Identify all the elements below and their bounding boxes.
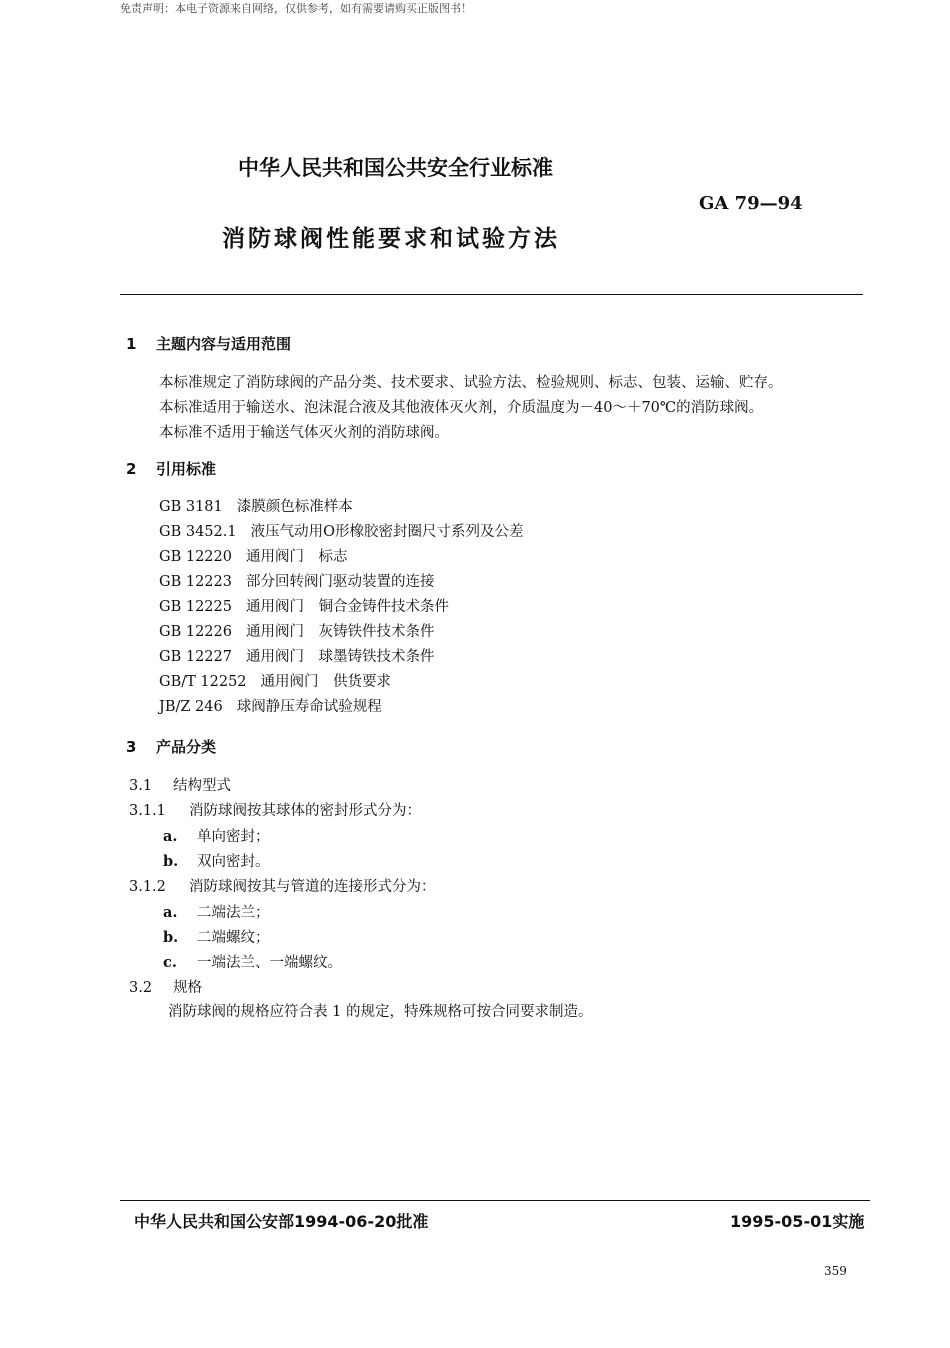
standard-class: 中华人民共和国公共安全行业标准 [238, 156, 553, 180]
list-item [163, 901, 270, 922]
subsection-3-2-text: 消防球阀的规格应符合表 1 的规定，特殊规格可按合同要求制造。 [168, 1004, 593, 1020]
list-item-text: 单向密封； [197, 829, 270, 845]
subsection-3-1-number: 3.1 [129, 778, 153, 794]
reference-title: 通用阀门 铜合金铸件技术条件 [245, 599, 449, 615]
reference-item [159, 495, 353, 516]
section-1-paragraph-2: 本标准适用于输送水、泡沫混合液及其他液体灭火剂，介质温度为－40～＋70℃的消防球阀。 [159, 400, 764, 416]
reference-item [159, 595, 449, 616]
section-3-title: 产品分类 [156, 738, 217, 756]
list-item [163, 850, 270, 871]
reference-title: 通用阀门 灰铸铁件技术条件 [245, 624, 435, 640]
list-item-text: 一端法兰、一端螺纹。 [197, 955, 342, 971]
section-2-heading [126, 458, 216, 479]
list-item [163, 926, 270, 947]
reference-code: GB/T 12252 [159, 674, 247, 690]
reference-code: GB 12220 [159, 549, 232, 565]
subsection-3-1-2-number: 3.1.2 [129, 879, 166, 895]
list-item-label: c. [163, 954, 177, 971]
section-3-heading [126, 736, 216, 757]
reference-item [159, 670, 391, 691]
reference-item [159, 695, 382, 716]
page-title: 消防球阀性能要求和试验方法 [222, 226, 560, 252]
subsection-3-1-2 [129, 875, 436, 896]
reference-code: GB 12223 [159, 574, 232, 590]
subsection-3-2-title: 规格 [173, 980, 202, 996]
standard-number: GA 79—94 [699, 193, 803, 214]
reference-item [159, 570, 434, 591]
list-item-text: 二端法兰； [197, 905, 270, 921]
reference-code: GB 12227 [159, 649, 232, 665]
subsection-3-1-1 [129, 799, 421, 820]
list-item-label: a. [163, 904, 178, 921]
subsection-3-1-1-text: 消防球阀按其球体的密封形式分为： [189, 803, 421, 819]
reference-title: 通用阀门 供货要求 [260, 674, 392, 690]
reference-title: 部分回转阀门驱动装置的连接 [245, 574, 435, 590]
section-1-paragraph-3: 本标准不适用于输送气体灭火剂的消防球阀。 [159, 425, 449, 441]
list-item [163, 825, 270, 846]
subsection-3-1-1-number: 3.1.1 [129, 803, 166, 819]
section-1-title: 主题内容与适用范围 [156, 335, 292, 353]
disclaimer-text: 免责声明：本电子资源来自网络，仅供参考，如有需要请购买正版图书！ [120, 2, 472, 15]
effective-date: 1995-05-01实施 [730, 1212, 865, 1231]
list-item-label: b. [163, 929, 179, 946]
reference-title: 通用阀门 球墨铸铁技术条件 [245, 649, 435, 665]
list-item-text: 双向密封。 [197, 854, 270, 870]
section-1-paragraph-1: 本标准规定了消防球阀的产品分类、技术要求、试验方法、检验规则、标志、包装、运输、贮存。 [159, 375, 783, 391]
reference-item [159, 545, 347, 566]
reference-title: 通用阀门 标志 [245, 549, 348, 565]
subsection-3-1 [129, 774, 231, 795]
reference-code: JB/Z 246 [159, 699, 223, 715]
section-3-number: 3 [126, 738, 137, 756]
section-2-title: 引用标准 [156, 460, 217, 478]
list-item-label: a. [163, 828, 178, 845]
subsection-3-1-title: 结构型式 [173, 778, 231, 794]
subsection-3-1-2-text: 消防球阀按其与管道的连接形式分为： [189, 879, 436, 895]
reference-title: 漆膜颜色标准样本 [236, 499, 353, 515]
reference-code: GB 12225 [159, 599, 232, 615]
reference-item [159, 520, 523, 541]
page-number: 359 [824, 1264, 847, 1278]
reference-code: GB 3181 [159, 499, 223, 515]
top-divider [120, 294, 863, 295]
reference-code: GB 3452.1 [159, 524, 237, 540]
reference-title: 球阀静压寿命试验规程 [236, 699, 382, 715]
list-item-label: b. [163, 853, 179, 870]
section-2-number: 2 [126, 460, 137, 478]
subsection-3-2-number: 3.2 [129, 980, 153, 996]
reference-item [159, 620, 434, 641]
bottom-divider [120, 1200, 870, 1201]
reference-item [159, 645, 434, 666]
list-item [163, 951, 342, 972]
subsection-3-2 [129, 976, 202, 997]
approval-text: 中华人民共和国公安部1994-06-20批准 [134, 1212, 429, 1231]
reference-code: GB 12226 [159, 624, 232, 640]
section-1-heading [126, 333, 291, 354]
list-item-text: 二端螺纹； [197, 930, 270, 946]
section-1-number: 1 [126, 335, 137, 353]
reference-title: 液压气动用O形橡胶密封圈尺寸系列及公差 [250, 524, 524, 540]
